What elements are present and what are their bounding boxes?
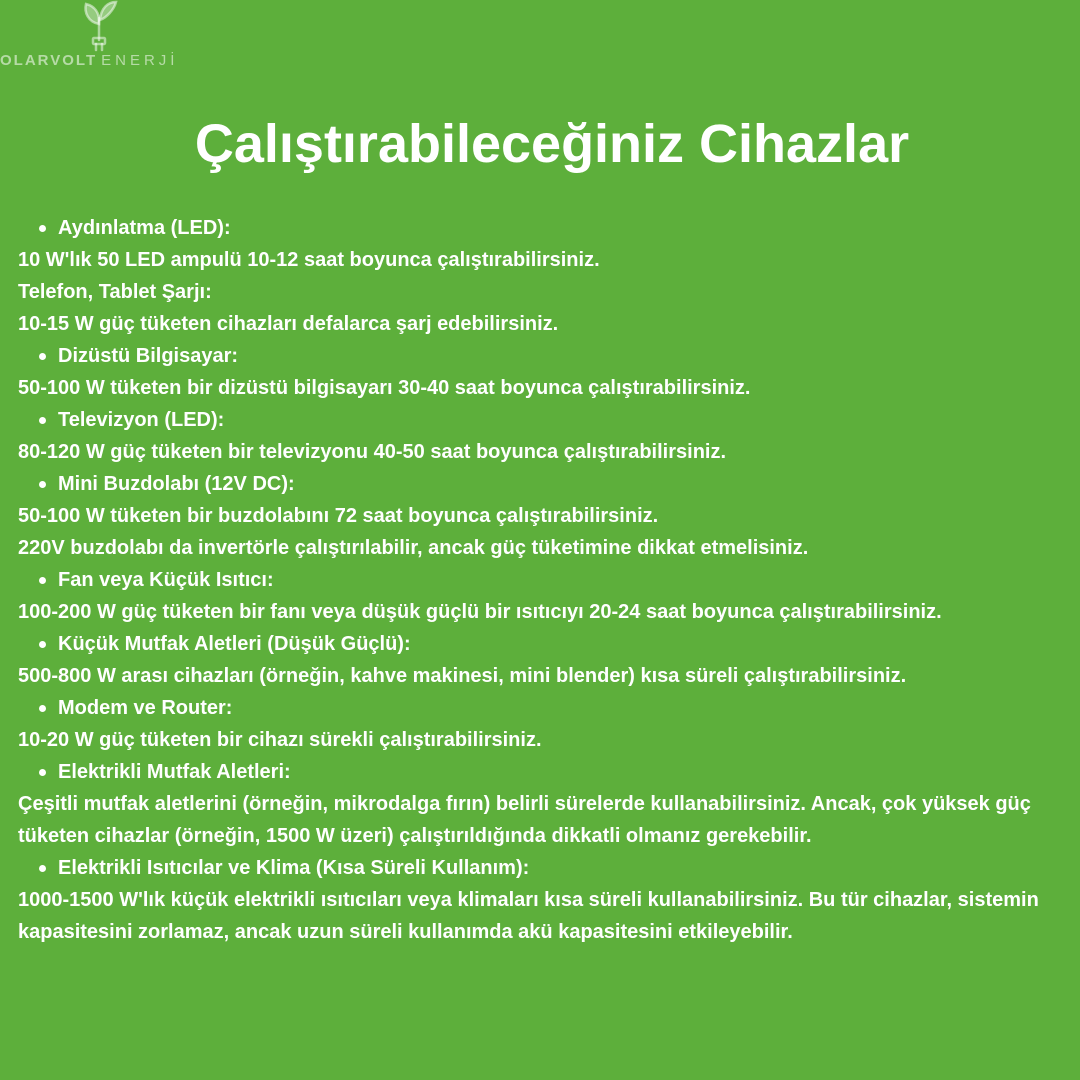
device-heading: Elektrikli Mutfak Aletleri: xyxy=(18,756,1070,788)
device-description: Telefon, Tablet Şarjı: xyxy=(18,281,212,303)
device-description: 10 W'lık 50 LED ampulü 10-12 saat boyunca çalıştırabilirsiniz. xyxy=(18,249,600,271)
device-description: Çeşitli mutfak aletlerini (örneğin, mikrodalga fırın) belirli sürelerde kullanabilirsiniz. Ancak, çok yüksek güç tüketen cihazlar (örneğin, 1500 W üzeri) çalıştırıldığında dikkatli olmanız gerekebilir. xyxy=(18,793,1031,847)
logo-brand: OLARVOLT xyxy=(0,52,98,69)
device-description: 10-20 W güç tüketen bir cihazı sürekli çalıştırabilirsiniz. xyxy=(18,729,542,751)
device-description: 1000-1500 W'lık küçük elektrikli ısıtıcıları veya klimaları kısa süreli kullanabilirsiniz. Bu tür cihazlar, sistemin kapasitesini zorlamaz, ancak uzun süreli kullanımda akü kapasitesini etkileyebilir. xyxy=(18,889,1039,943)
brand-logo xyxy=(0,0,220,80)
device-heading: Aydınlatma (LED): xyxy=(18,212,1070,244)
device-heading: Küçük Mutfak Aletleri (Düşük Güçlü): xyxy=(18,628,1070,660)
device-heading: Fan veya Küçük Isıtıcı: xyxy=(18,564,1070,596)
device-heading: Mini Buzdolabı (12V DC): xyxy=(18,468,1070,500)
leaf-plug-icon xyxy=(78,0,122,52)
device-list xyxy=(18,212,1070,948)
device-description: 50-100 W tüketen bir buzdolabını 72 saat boyunca çalıştırabilirsiniz. xyxy=(18,505,659,527)
device-description: 80-120 W güç tüketen bir televizyonu 40-50 saat boyunca çalıştırabilirsiniz. xyxy=(18,441,727,463)
device-heading: Dizüstü Bilgisayar: xyxy=(18,340,1070,372)
page-title: Çalıştırabileceğiniz Cihazlar xyxy=(194,114,910,174)
device-description: 50-100 W tüketen bir dizüstü bilgisayarı 30-40 saat boyunca çalıştırabilirsiniz. xyxy=(18,377,751,399)
device-description: 10-15 W güç tüketen cihazları defalarca şarj edebilirsiniz. xyxy=(18,313,559,335)
device-description: 220V buzdolabı da invertörle çalıştırılabilir, ancak güç tüketimine dikkat etmelisiniz. xyxy=(18,537,809,559)
device-description: 100-200 W güç tüketen bir fanı veya düşük güçlü bir ısıtıcıyı 20-24 saat boyunca çalıştırabilirsiniz. xyxy=(18,601,942,623)
logo-suffix: ENERJİ xyxy=(101,52,179,69)
device-heading: Televizyon (LED): xyxy=(18,404,1070,436)
logo-wordmark xyxy=(0,52,178,69)
device-heading: Modem ve Router: xyxy=(18,692,1070,724)
device-description: 500-800 W arası cihazları (örneğin, kahve makinesi, mini blender) kısa süreli çalıştırabilirsiniz. xyxy=(18,665,907,687)
device-heading: Elektrikli Isıtıcılar ve Klima (Kısa Süreli Kullanım): xyxy=(18,852,1070,884)
